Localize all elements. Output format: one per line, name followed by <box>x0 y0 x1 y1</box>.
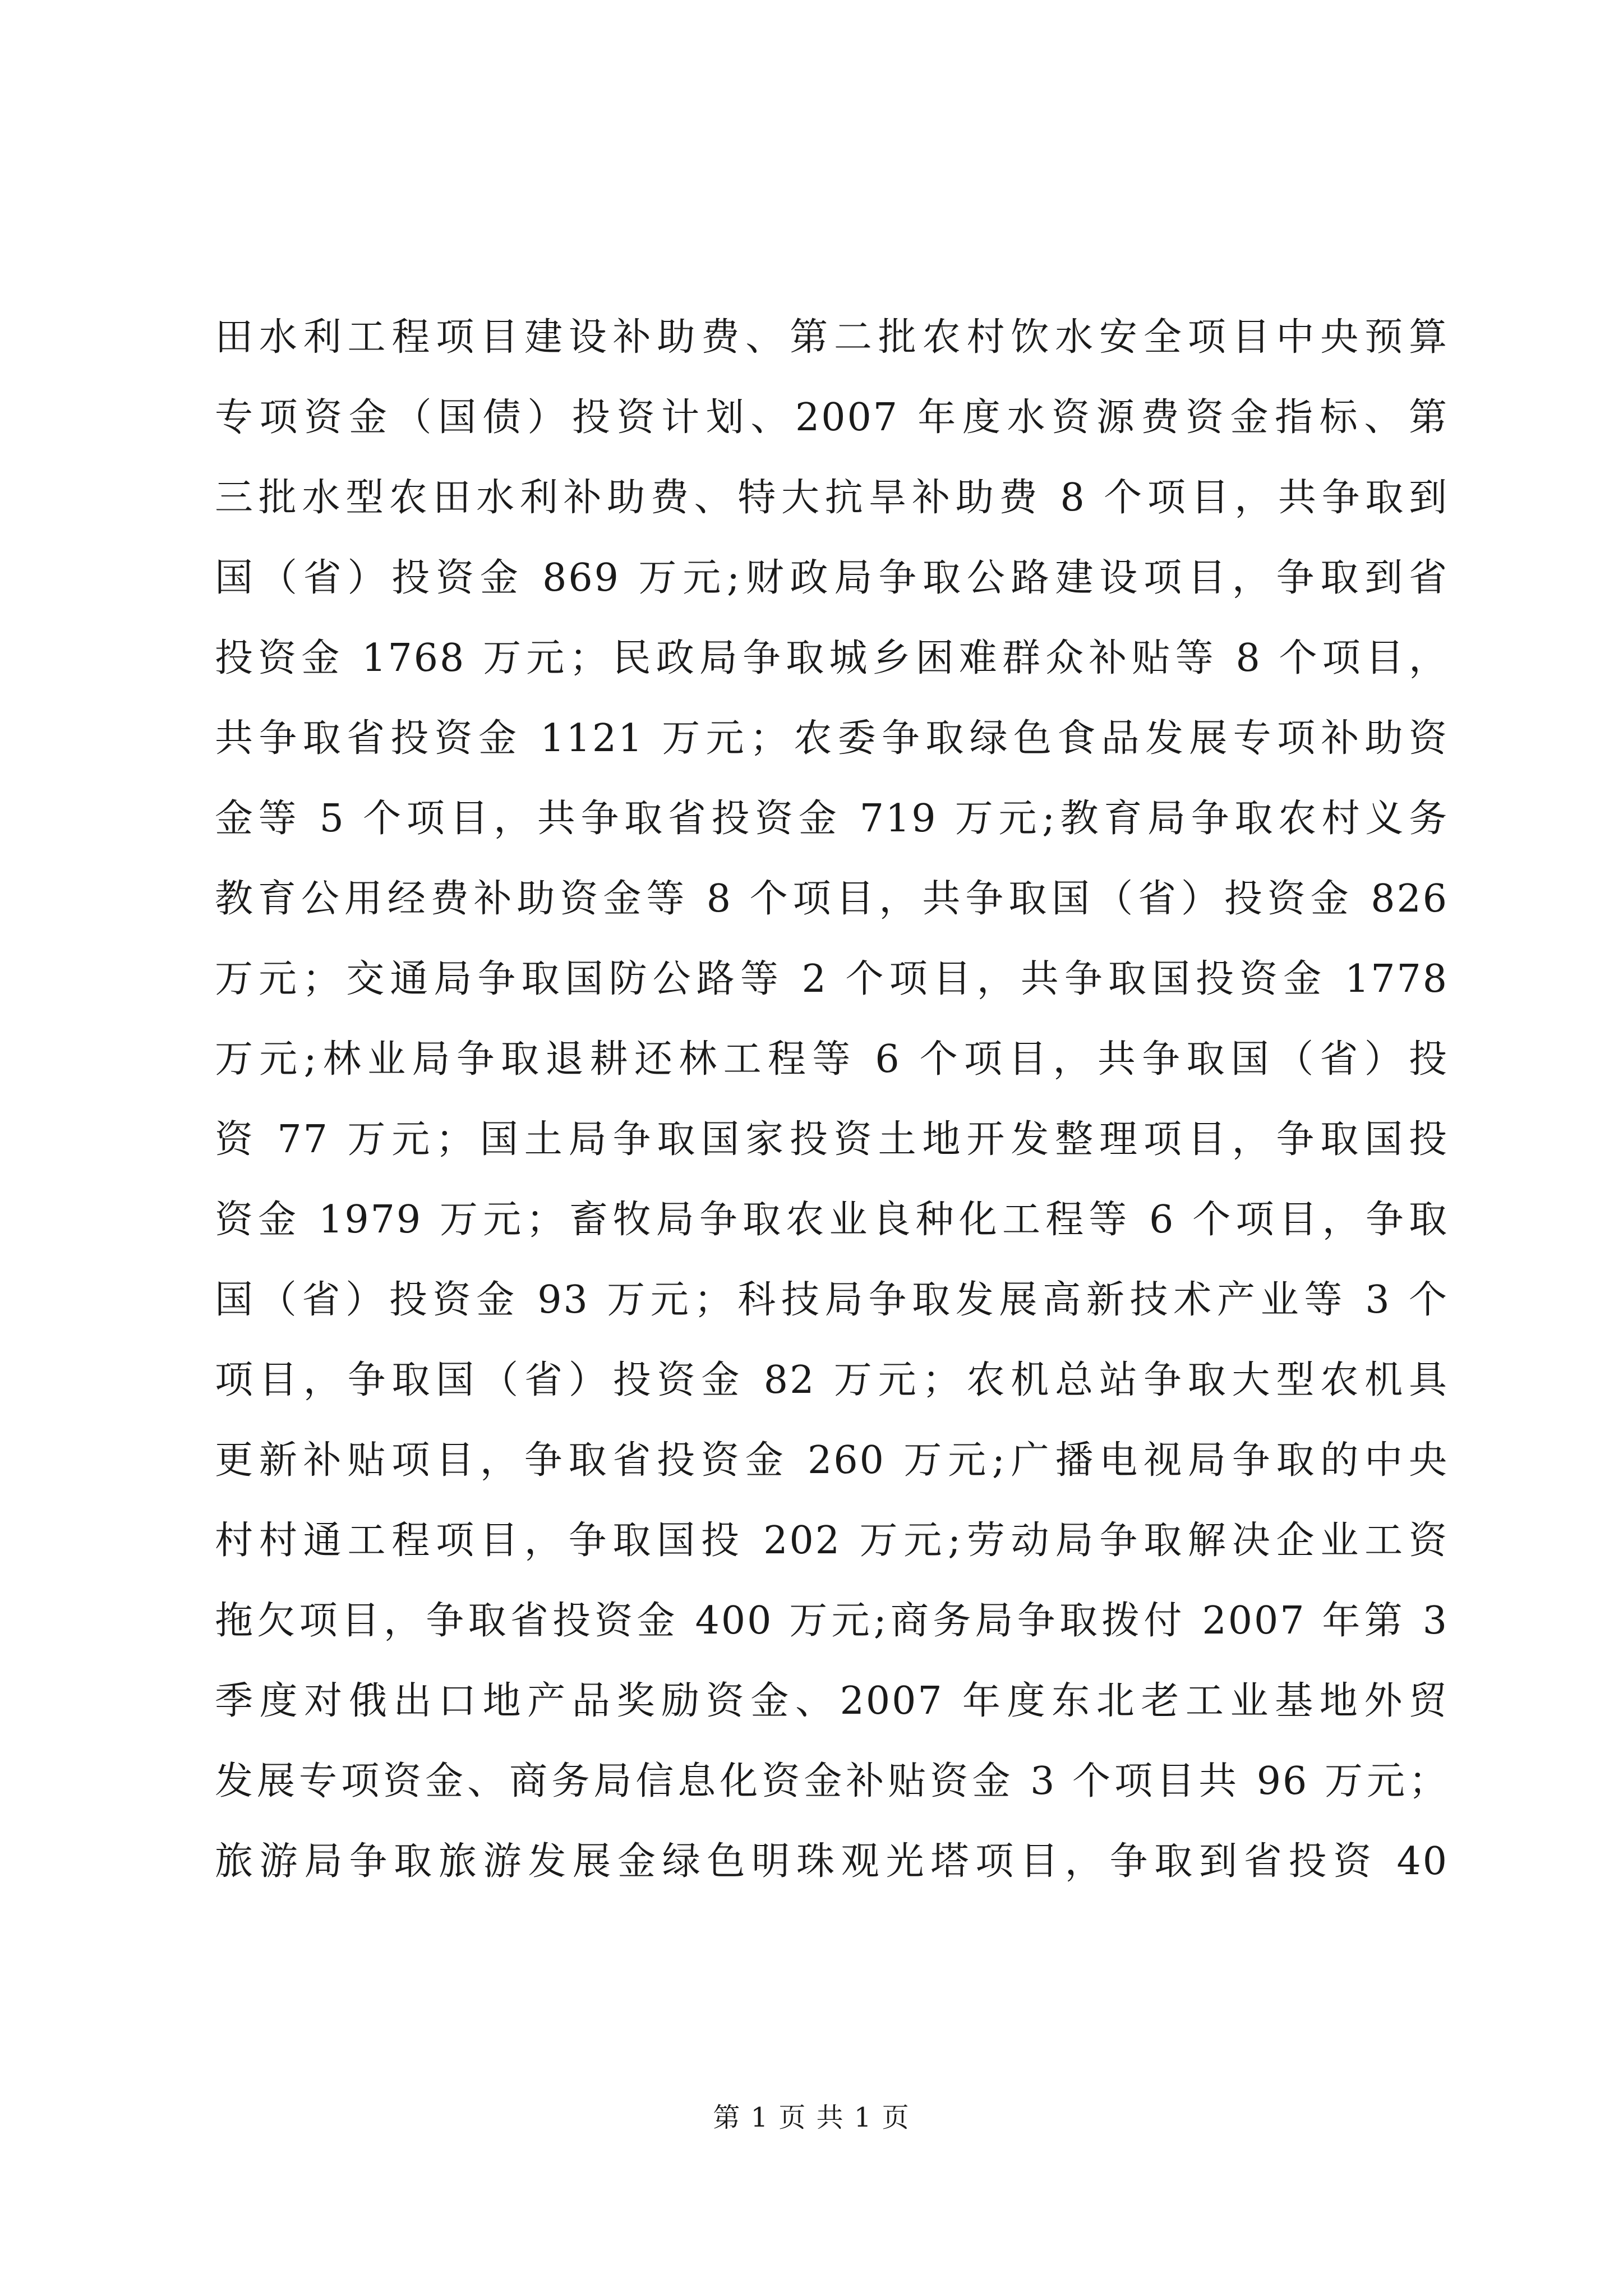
page-footer <box>0 2101 1623 2134</box>
text-line: 更新补贴项目，争取省投资金 260 万元;广播电视局争取的中央 <box>215 1438 1449 1483</box>
text-line: 投资金 1768 万元；民政局争取城乡困难群众补贴等 8 个项目， <box>215 636 1449 680</box>
text-line: 国（省）投资金 869 万元;财政局争取公路建设项目，争取到省 <box>215 556 1449 600</box>
text-line: 田水利工程项目建设补助费、第二批农村饮水安全项目中央预算 <box>215 315 1449 360</box>
text-line: 万元；交通局争取国防公路等 2 个项目，共争取国投资金 1778 <box>215 957 1449 1001</box>
text-line: 万元;林业局争取退耕还林工程等 6 个项目，共争取国（省）投 <box>215 1037 1449 1082</box>
text-line: 三批水型农田水利补助费、特大抗旱补助费 8 个项目，共争取到 <box>215 476 1449 520</box>
text-line: 旅游局争取旅游发展金绿色明珠观光塔项目，争取到省投资 40 <box>215 1839 1449 1884</box>
text-line: 村村通工程项目，争取国投 202 万元;劳动局争取解决企业工资 <box>215 1519 1449 1563</box>
text-line: 项目，争取国（省）投资金 82 万元；农机总站争取大型农机具 <box>215 1358 1449 1402</box>
text-line: 季度对俄出口地产品奖励资金、2007 年度东北老工业基地外贸 <box>215 1679 1449 1723</box>
text-line: 共争取省投资金 1121 万元；农委争取绿色食品发展专项补助资 <box>215 716 1449 761</box>
text-line: 拖欠项目，争取省投资金 400 万元;商务局争取拨付 2007 年第 3 <box>215 1599 1449 1643</box>
page-number-label: 第 1 页 共 1 页 <box>713 2102 910 2133</box>
text-line: 资金 1979 万元；畜牧局争取农业良种化工程等 6 个项目，争取 <box>215 1198 1449 1242</box>
text-line: 资 77 万元；国土局争取国家投资土地开发整理项目，争取国投 <box>215 1117 1449 1162</box>
text-line: 金等 5 个项目，共争取省投资金 719 万元;教育局争取农村义务 <box>215 797 1449 841</box>
text-line: 发展专项资金、商务局信息化资金补贴资金 3 个项目共 96 万元； <box>215 1759 1449 1803</box>
text-line: 国（省）投资金 93 万元；科技局争取发展高新技术产业等 3 个 <box>215 1278 1449 1322</box>
text-line: 专项资金（国债）投资计划、2007 年度水资源费资金指标、第 <box>215 395 1449 440</box>
body-text <box>215 297 1449 1902</box>
text-line: 教育公用经费补助资金等 8 个项目，共争取国（省）投资金 826 <box>215 877 1449 921</box>
